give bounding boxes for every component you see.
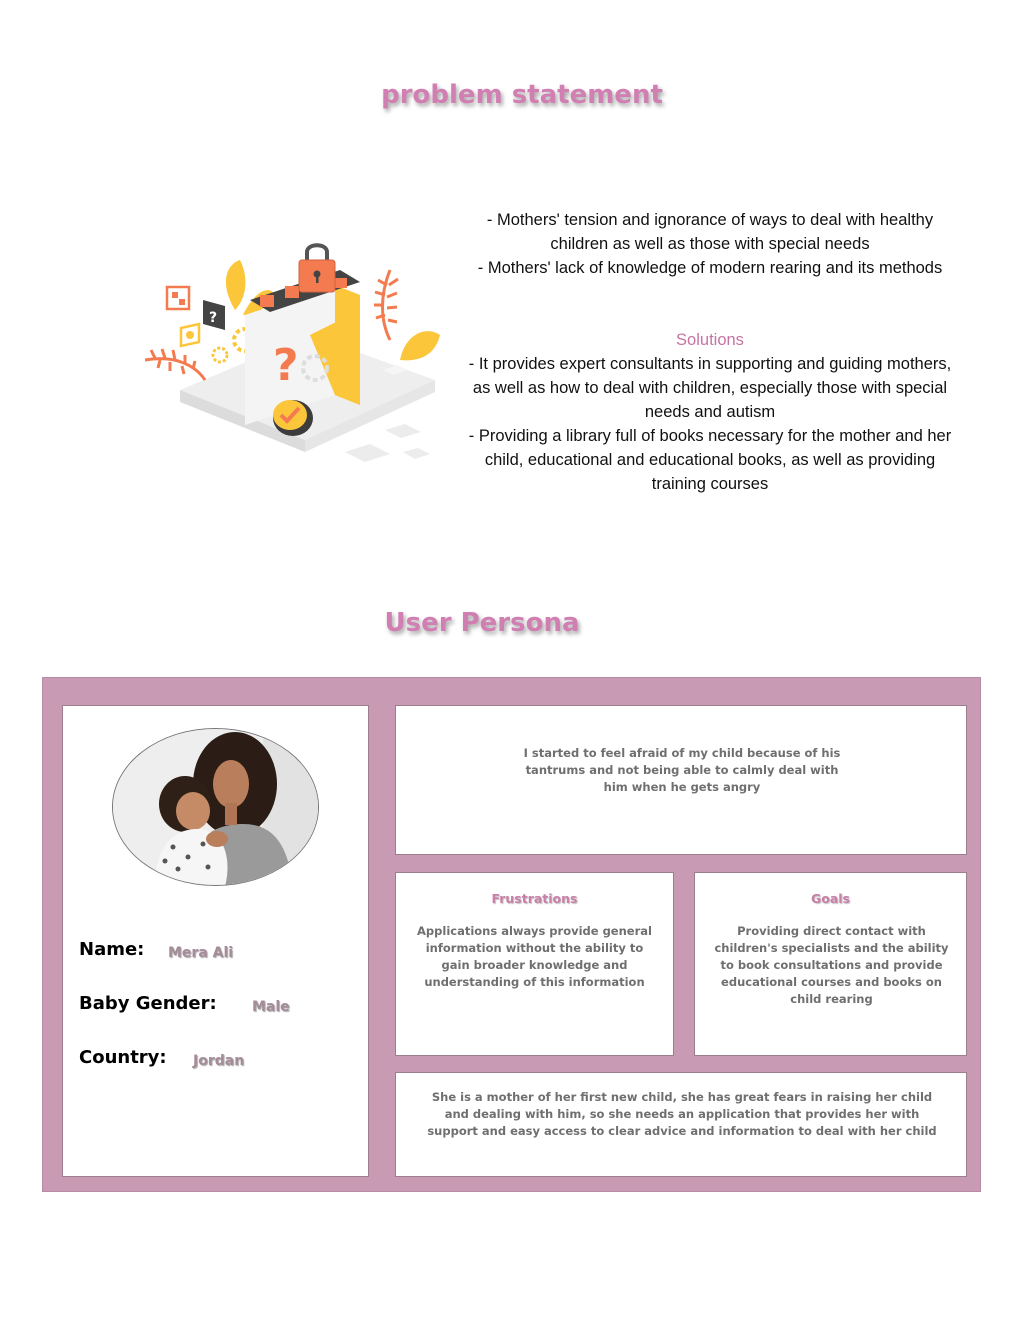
goals-card <box>694 872 967 1056</box>
svg-text:?: ? <box>209 310 218 326</box>
bio-card <box>395 1072 967 1177</box>
frustrations-text: Applications always provide general information without the ability to gain broader knowledge and understanding of this information <box>417 924 652 989</box>
goals-text: Providing direct contact with children's specialists and the ability to book consultations and provide educational courses and books on child rearing <box>714 924 949 1006</box>
solution-line-2: - Providing a library full of books necessary for the mother and her child, educational and educational books, as well as providing training courses <box>468 427 952 493</box>
user-persona-title: User Persona <box>384 608 580 638</box>
country-value: Jordan <box>193 1053 245 1069</box>
problem-line-1: - Mothers' tension and ignorance of ways to deal with healthy children as well as those with special needs <box>486 211 934 253</box>
frustrations-title: Frustrations <box>491 891 578 906</box>
problem-statement-title: problem statement <box>381 80 663 110</box>
frustrations-card <box>395 872 674 1056</box>
persona-panel <box>42 677 981 1192</box>
goals-title: Goals <box>810 891 850 906</box>
baby-gender-value: Male <box>252 999 290 1015</box>
problem-statement-text <box>460 208 960 496</box>
persona-bio: She is a mother of her first new child, she has great fears in raising her child and dealing with him, so she needs an application that provides her with support and easy access to clear advice and information to deal with her child <box>427 1090 937 1138</box>
persona-quote: I started to feel afraid of my child because of his tantrums and not being able to calmly deal with him when he gets angry <box>523 746 841 794</box>
solutions-heading: Solutions <box>676 331 744 349</box>
svg-text:?: ? <box>273 340 299 391</box>
baby-gender-label: Baby Gender: <box>79 993 217 1014</box>
problem-illustration <box>135 240 450 475</box>
country-label: Country: <box>79 1047 167 1068</box>
profile-card <box>62 705 369 1177</box>
name-label: Name: <box>79 939 145 960</box>
name-value: Mera Ali <box>168 945 234 961</box>
quote-card <box>395 705 967 855</box>
problem-line-2: - Mothers' lack of knowledge of modern rearing and its methods <box>477 259 943 277</box>
solution-line-1: - It provides expert consultants in supporting and guiding mothers, as well as how to deal with children, especially those with special needs and autism <box>468 355 952 421</box>
persona-photo <box>112 728 319 886</box>
